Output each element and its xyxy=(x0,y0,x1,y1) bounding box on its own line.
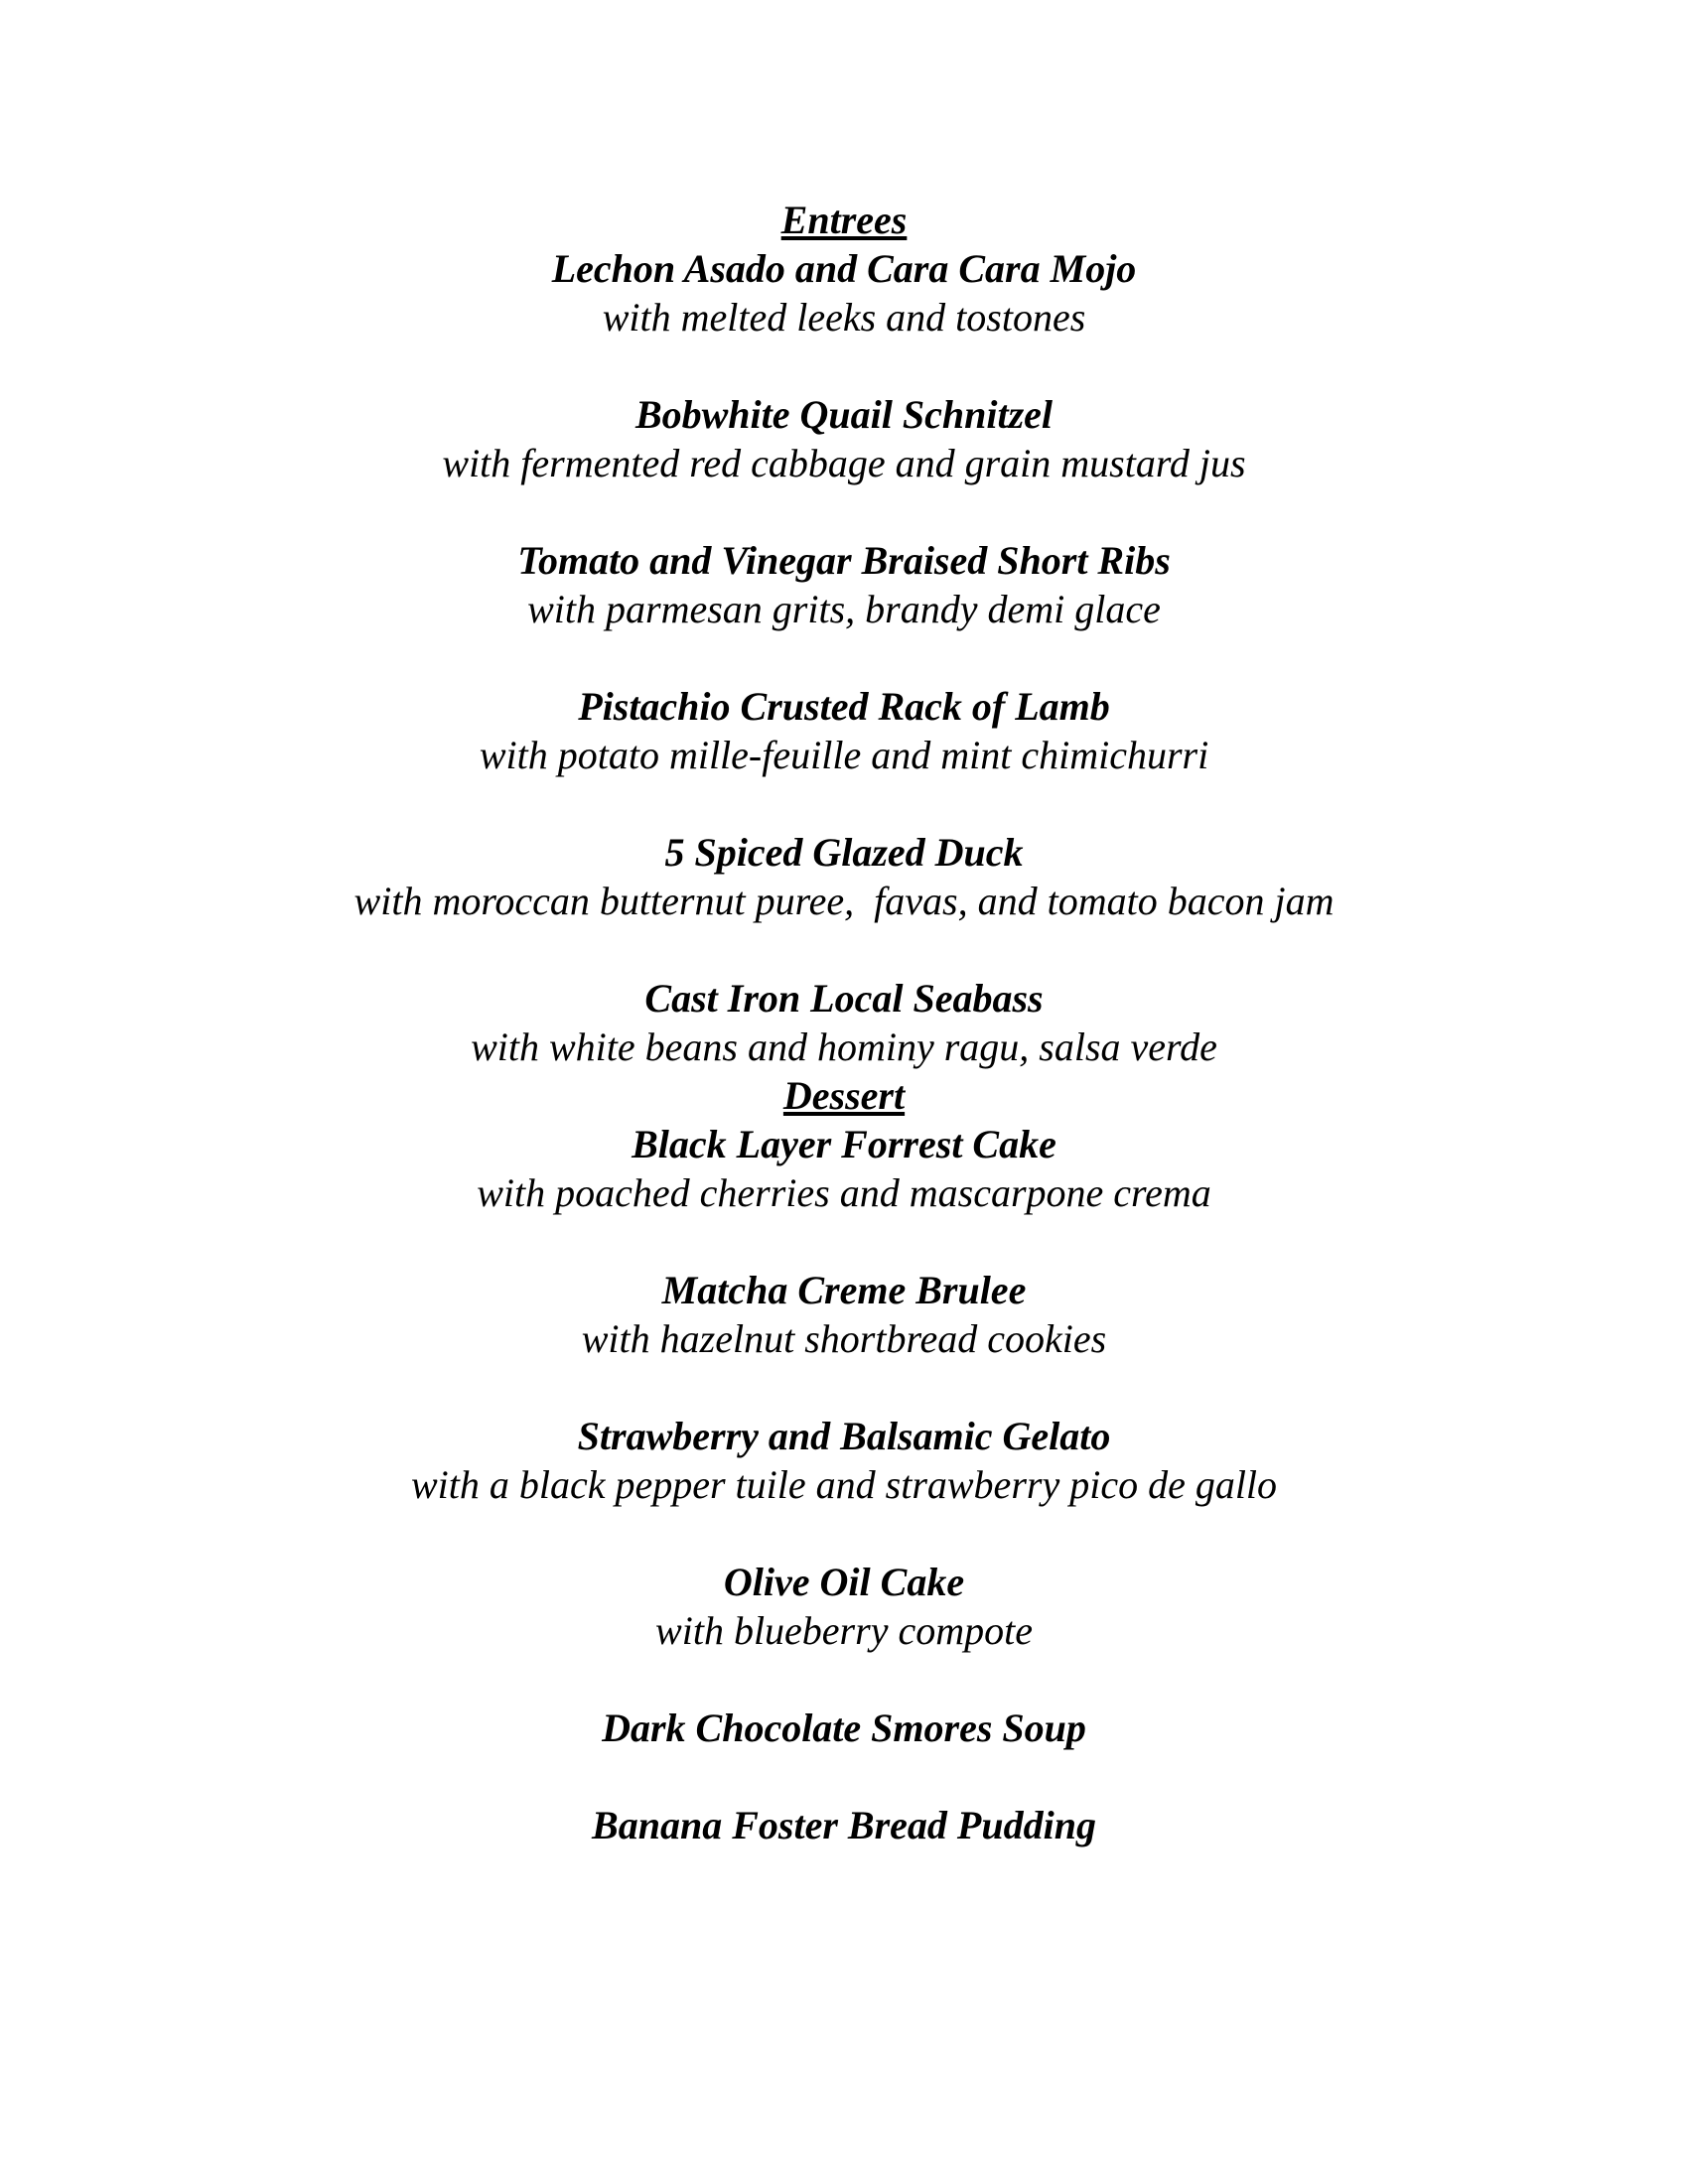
dish-name: Olive Oil Cake xyxy=(723,1560,965,1604)
dish-name: Cast Iron Local Seabass xyxy=(644,976,1044,1021)
dish-description: with white beans and hominy ragu, salsa verde xyxy=(471,1024,1217,1069)
dish-description: with poached cherries and mascarpone crema xyxy=(477,1170,1211,1215)
dish-description: with potato mille-feuille and mint chimichurri xyxy=(479,733,1209,777)
dish-name: Strawberry and Balsamic Gelato xyxy=(577,1414,1111,1458)
dish-name: Matcha Creme Brulee xyxy=(661,1268,1027,1312)
dish-description: with parmesan grits, brandy demi glace xyxy=(527,587,1161,631)
menu-section-entrees xyxy=(0,196,1688,1071)
dish-name: Pistachio Crusted Rack of Lamb xyxy=(578,684,1110,729)
dish-description: with hazelnut shortbread cookies xyxy=(581,1316,1107,1361)
menu-item xyxy=(0,1266,1688,1363)
dish-name: Banana Foster Bread Pudding xyxy=(592,1803,1096,1847)
dish-description: with a black pepper tuile and strawberry pico de gallo xyxy=(410,1462,1278,1507)
dish-description: with melted leeks and tostones xyxy=(602,295,1086,340)
menu-item xyxy=(0,828,1688,925)
dish-description: with moroccan butternut puree, favas, and tomato bacon jam xyxy=(353,879,1335,923)
menu-item xyxy=(0,1120,1688,1217)
menu-item xyxy=(0,244,1688,341)
dish-description: with blueberry compote xyxy=(655,1608,1033,1653)
dish-name: Lechon Asado and Cara Cara Mojo xyxy=(551,246,1137,291)
dish-name: Bobwhite Quail Schnitzel xyxy=(634,392,1054,437)
menu-item xyxy=(0,536,1688,633)
menu-item xyxy=(0,974,1688,1071)
dish-name: Tomato and Vinegar Braised Short Ribs xyxy=(517,538,1171,583)
section-title-entrees: Entrees xyxy=(780,198,908,242)
dish-name: 5 Spiced Glazed Duck xyxy=(664,830,1024,875)
dish-name: Dark Chocolate Smores Soup xyxy=(602,1706,1086,1750)
menu-item xyxy=(0,682,1688,779)
menu-section-dessert xyxy=(0,1071,1688,1849)
dish-name: Black Layer Forrest Cake xyxy=(632,1122,1056,1166)
menu-item xyxy=(0,390,1688,487)
menu-item xyxy=(0,1558,1688,1655)
dish-description: with fermented red cabbage and grain mustard jus xyxy=(442,441,1246,485)
menu-item xyxy=(0,1801,1688,1849)
menu-item xyxy=(0,1412,1688,1509)
menu-item xyxy=(0,1704,1688,1752)
section-title-dessert: Dessert xyxy=(782,1073,906,1118)
